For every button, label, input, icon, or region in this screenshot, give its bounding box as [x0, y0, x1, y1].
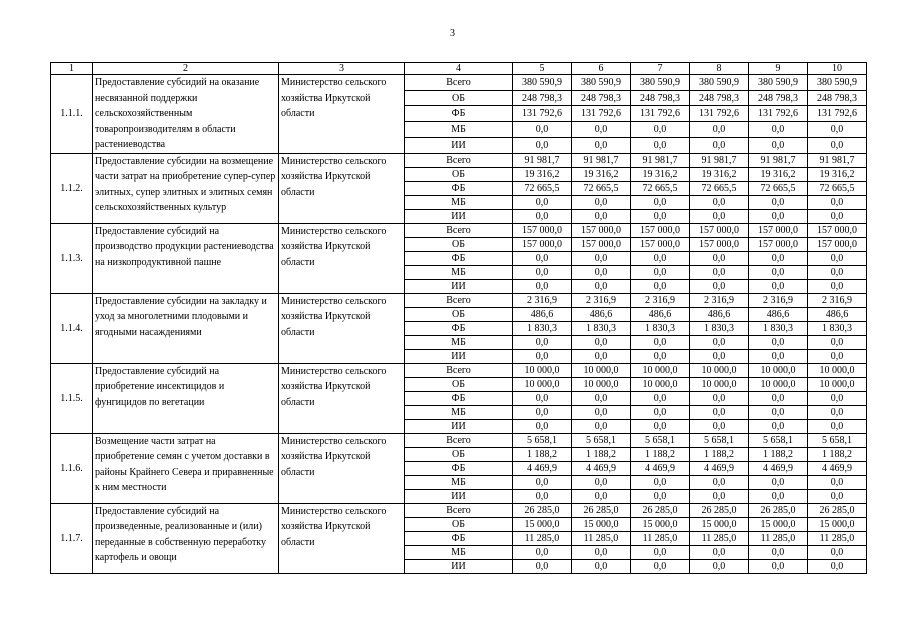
value-cell: 0,0 — [808, 475, 867, 489]
value-cell: 0,0 — [808, 489, 867, 503]
value-cell: 0,0 — [690, 349, 749, 363]
value-cell: 0,0 — [572, 335, 631, 349]
value-cell: 72 665,5 — [631, 181, 690, 195]
value-cell: 0,0 — [690, 545, 749, 559]
value-cell: 0,0 — [572, 419, 631, 433]
value-cell: 0,0 — [572, 489, 631, 503]
value-cell: 0,0 — [690, 489, 749, 503]
value-cell: 248 798,3 — [631, 90, 690, 106]
value-cell: 0,0 — [690, 335, 749, 349]
funding-source-cell: Всего — [405, 433, 513, 447]
value-cell: 15 000,0 — [690, 517, 749, 531]
value-cell: 157 000,0 — [631, 237, 690, 251]
value-cell: 0,0 — [631, 335, 690, 349]
value-cell: 10 000,0 — [631, 363, 690, 377]
funding-source-cell: ФБ — [405, 461, 513, 475]
value-cell: 0,0 — [631, 137, 690, 153]
value-cell: 19 316,2 — [513, 167, 572, 181]
item-name-cell: Предоставление субсидий на оказание несвязанной поддержки сельскохозяйственным товаропроизводителям в области растениеводства — [93, 75, 279, 154]
value-cell: 10 000,0 — [690, 377, 749, 391]
value-cell: 26 285,0 — [631, 503, 690, 517]
value-cell: 0,0 — [513, 209, 572, 223]
funding-source-cell: Всего — [405, 503, 513, 517]
value-cell: 0,0 — [690, 137, 749, 153]
value-cell: 1 188,2 — [513, 447, 572, 461]
value-cell: 15 000,0 — [808, 517, 867, 531]
value-cell: 0,0 — [572, 559, 631, 573]
value-cell: 2 316,9 — [572, 293, 631, 307]
item-code-cell: 1.1.2. — [51, 153, 93, 223]
value-cell: 2 316,9 — [690, 293, 749, 307]
value-cell: 0,0 — [513, 489, 572, 503]
funding-source-cell: ФБ — [405, 181, 513, 195]
value-cell: 0,0 — [808, 137, 867, 153]
table-row — [51, 503, 867, 517]
value-cell: 0,0 — [631, 251, 690, 265]
value-cell: 0,0 — [513, 251, 572, 265]
value-cell: 1 830,3 — [808, 321, 867, 335]
table-row — [51, 293, 867, 307]
value-cell: 0,0 — [749, 349, 808, 363]
value-cell: 157 000,0 — [749, 237, 808, 251]
funding-source-cell: ОБ — [405, 447, 513, 461]
funding-source-cell: ФБ — [405, 391, 513, 405]
value-cell: 0,0 — [749, 405, 808, 419]
value-cell: 1 830,3 — [690, 321, 749, 335]
table-row — [51, 363, 867, 377]
value-cell: 380 590,9 — [572, 75, 631, 91]
value-cell: 0,0 — [513, 545, 572, 559]
header-cell: 2 — [93, 63, 279, 75]
value-cell: 10 000,0 — [572, 363, 631, 377]
funding-source-cell: ИИ — [405, 419, 513, 433]
value-cell: 1 188,2 — [808, 447, 867, 461]
executor-cell: Министерство сельского хозяйства Иркутской области — [279, 503, 405, 573]
value-cell: 380 590,9 — [631, 75, 690, 91]
value-cell: 157 000,0 — [513, 223, 572, 237]
value-cell: 2 316,9 — [808, 293, 867, 307]
item-name-cell: Предоставление субсидий на производство продукции растениеводства на низкопродуктивной пашне — [93, 223, 279, 293]
funding-source-cell: ФБ — [405, 106, 513, 122]
value-cell: 0,0 — [572, 137, 631, 153]
funding-source-cell: Всего — [405, 223, 513, 237]
funding-source-cell: ОБ — [405, 377, 513, 391]
value-cell: 0,0 — [572, 251, 631, 265]
value-cell: 0,0 — [631, 545, 690, 559]
funding-source-cell: ОБ — [405, 517, 513, 531]
value-cell: 5 658,1 — [572, 433, 631, 447]
value-cell: 0,0 — [572, 405, 631, 419]
value-cell: 26 285,0 — [513, 503, 572, 517]
header-row — [51, 63, 867, 75]
value-cell: 4 469,9 — [513, 461, 572, 475]
value-cell: 0,0 — [749, 122, 808, 138]
value-cell: 157 000,0 — [572, 223, 631, 237]
value-cell: 0,0 — [808, 335, 867, 349]
value-cell: 0,0 — [513, 559, 572, 573]
value-cell: 19 316,2 — [631, 167, 690, 181]
item-name-cell: Предоставление субсидии на закладку и уход за многолетними плодовыми и ягодными насаждениями — [93, 293, 279, 363]
value-cell: 10 000,0 — [690, 363, 749, 377]
value-cell: 1 188,2 — [690, 447, 749, 461]
value-cell: 0,0 — [513, 195, 572, 209]
funding-source-cell: Всего — [405, 363, 513, 377]
value-cell: 486,6 — [513, 307, 572, 321]
value-cell: 0,0 — [690, 209, 749, 223]
value-cell: 0,0 — [631, 209, 690, 223]
value-cell: 4 469,9 — [808, 461, 867, 475]
table-body — [51, 63, 867, 574]
value-cell: 380 590,9 — [690, 75, 749, 91]
value-cell: 248 798,3 — [749, 90, 808, 106]
executor-cell: Министерство сельского хозяйства Иркутской области — [279, 153, 405, 223]
table-row — [51, 75, 867, 91]
item-name-cell: Предоставление субсидий на приобретение инсектицидов и фунгицидов по вегетации — [93, 363, 279, 433]
value-cell: 157 000,0 — [749, 223, 808, 237]
item-code-cell: 1.1.5. — [51, 363, 93, 433]
value-cell: 248 798,3 — [690, 90, 749, 106]
value-cell: 0,0 — [572, 545, 631, 559]
header-cell: 8 — [690, 63, 749, 75]
value-cell: 0,0 — [749, 137, 808, 153]
value-cell: 0,0 — [808, 279, 867, 293]
value-cell: 10 000,0 — [513, 377, 572, 391]
header-cell: 7 — [631, 63, 690, 75]
value-cell: 0,0 — [513, 475, 572, 489]
value-cell: 0,0 — [631, 475, 690, 489]
value-cell: 10 000,0 — [572, 377, 631, 391]
value-cell: 11 285,0 — [808, 531, 867, 545]
value-cell: 10 000,0 — [749, 363, 808, 377]
value-cell: 0,0 — [690, 122, 749, 138]
value-cell: 0,0 — [808, 405, 867, 419]
value-cell: 0,0 — [808, 122, 867, 138]
value-cell: 10 000,0 — [808, 377, 867, 391]
value-cell: 19 316,2 — [808, 167, 867, 181]
value-cell: 91 981,7 — [690, 153, 749, 167]
executor-cell: Министерство сельского хозяйства Иркутской области — [279, 223, 405, 293]
executor-cell: Министерство сельского хозяйства Иркутской области — [279, 433, 405, 503]
value-cell: 0,0 — [749, 335, 808, 349]
value-cell: 157 000,0 — [808, 237, 867, 251]
value-cell: 0,0 — [631, 559, 690, 573]
value-cell: 0,0 — [572, 195, 631, 209]
value-cell: 0,0 — [631, 405, 690, 419]
funding-source-cell: Всего — [405, 75, 513, 91]
executor-cell: Министерство сельского хозяйства Иркутской области — [279, 363, 405, 433]
value-cell: 0,0 — [513, 122, 572, 138]
value-cell: 0,0 — [749, 195, 808, 209]
value-cell: 0,0 — [690, 391, 749, 405]
value-cell: 0,0 — [749, 545, 808, 559]
value-cell: 0,0 — [749, 209, 808, 223]
value-cell: 91 981,7 — [749, 153, 808, 167]
funding-source-cell: ИИ — [405, 349, 513, 363]
value-cell: 2 316,9 — [513, 293, 572, 307]
value-cell: 0,0 — [808, 209, 867, 223]
table-row — [51, 153, 867, 167]
value-cell: 4 469,9 — [572, 461, 631, 475]
value-cell: 5 658,1 — [631, 433, 690, 447]
value-cell: 0,0 — [690, 195, 749, 209]
value-cell: 248 798,3 — [808, 90, 867, 106]
value-cell: 15 000,0 — [749, 517, 808, 531]
funding-source-cell: ОБ — [405, 237, 513, 251]
value-cell: 10 000,0 — [808, 363, 867, 377]
value-cell: 0,0 — [808, 545, 867, 559]
value-cell: 2 316,9 — [631, 293, 690, 307]
value-cell: 4 469,9 — [631, 461, 690, 475]
budget-table — [50, 62, 867, 574]
value-cell: 26 285,0 — [749, 503, 808, 517]
value-cell: 0,0 — [749, 391, 808, 405]
value-cell: 0,0 — [690, 475, 749, 489]
value-cell: 0,0 — [690, 279, 749, 293]
value-cell: 10 000,0 — [749, 377, 808, 391]
value-cell: 5 658,1 — [690, 433, 749, 447]
value-cell: 5 658,1 — [808, 433, 867, 447]
value-cell: 72 665,5 — [690, 181, 749, 195]
value-cell: 2 316,9 — [749, 293, 808, 307]
value-cell: 486,6 — [749, 307, 808, 321]
value-cell: 0,0 — [631, 489, 690, 503]
funding-source-cell: ИИ — [405, 279, 513, 293]
funding-source-cell: ИИ — [405, 489, 513, 503]
value-cell: 1 830,3 — [572, 321, 631, 335]
value-cell: 11 285,0 — [513, 531, 572, 545]
value-cell: 15 000,0 — [631, 517, 690, 531]
value-cell: 0,0 — [513, 391, 572, 405]
value-cell: 131 792,6 — [572, 106, 631, 122]
header-cell: 4 — [405, 63, 513, 75]
value-cell: 19 316,2 — [749, 167, 808, 181]
value-cell: 0,0 — [690, 251, 749, 265]
item-name-cell: Предоставление субсидии на возмещение части затрат на приобретение супер-супер элитных, супер элитных и элитных семян сельскохозяйственных культур — [93, 153, 279, 223]
value-cell: 72 665,5 — [572, 181, 631, 195]
value-cell: 0,0 — [631, 391, 690, 405]
value-cell: 15 000,0 — [572, 517, 631, 531]
value-cell: 0,0 — [808, 349, 867, 363]
value-cell: 15 000,0 — [513, 517, 572, 531]
value-cell: 248 798,3 — [572, 90, 631, 106]
value-cell: 0,0 — [690, 265, 749, 279]
header-cell: 1 — [51, 63, 93, 75]
value-cell: 4 469,9 — [749, 461, 808, 475]
value-cell: 5 658,1 — [749, 433, 808, 447]
value-cell: 11 285,0 — [690, 531, 749, 545]
funding-source-cell: Всего — [405, 293, 513, 307]
funding-source-cell: ФБ — [405, 531, 513, 545]
value-cell: 19 316,2 — [572, 167, 631, 181]
item-code-cell: 1.1.4. — [51, 293, 93, 363]
value-cell: 72 665,5 — [513, 181, 572, 195]
value-cell: 0,0 — [513, 405, 572, 419]
value-cell: 0,0 — [690, 419, 749, 433]
value-cell: 0,0 — [749, 265, 808, 279]
value-cell: 11 285,0 — [572, 531, 631, 545]
value-cell: 0,0 — [513, 349, 572, 363]
funding-source-cell: МБ — [405, 475, 513, 489]
header-cell: 9 — [749, 63, 808, 75]
value-cell: 0,0 — [513, 335, 572, 349]
value-cell: 0,0 — [749, 475, 808, 489]
value-cell: 0,0 — [808, 419, 867, 433]
funding-source-cell: ФБ — [405, 251, 513, 265]
value-cell: 131 792,6 — [631, 106, 690, 122]
funding-source-cell: МБ — [405, 265, 513, 279]
value-cell: 26 285,0 — [572, 503, 631, 517]
page-number: 3 — [450, 28, 455, 39]
value-cell: 0,0 — [631, 122, 690, 138]
value-cell: 1 188,2 — [749, 447, 808, 461]
funding-source-cell: ОБ — [405, 167, 513, 181]
item-code-cell: 1.1.3. — [51, 223, 93, 293]
value-cell: 0,0 — [690, 405, 749, 419]
value-cell: 0,0 — [808, 195, 867, 209]
value-cell: 1 830,3 — [749, 321, 808, 335]
funding-source-cell: Всего — [405, 153, 513, 167]
value-cell: 0,0 — [572, 209, 631, 223]
value-cell: 0,0 — [749, 559, 808, 573]
value-cell: 0,0 — [749, 489, 808, 503]
value-cell: 5 658,1 — [513, 433, 572, 447]
funding-source-cell: ИИ — [405, 137, 513, 153]
value-cell: 91 981,7 — [572, 153, 631, 167]
value-cell: 157 000,0 — [808, 223, 867, 237]
value-cell: 0,0 — [631, 279, 690, 293]
value-cell: 1 830,3 — [631, 321, 690, 335]
value-cell: 1 188,2 — [572, 447, 631, 461]
funding-source-cell: ОБ — [405, 307, 513, 321]
value-cell: 0,0 — [808, 559, 867, 573]
funding-source-cell: МБ — [405, 335, 513, 349]
value-cell: 0,0 — [690, 559, 749, 573]
funding-source-cell: МБ — [405, 195, 513, 209]
item-code-cell: 1.1.6. — [51, 433, 93, 503]
value-cell: 0,0 — [631, 419, 690, 433]
value-cell: 131 792,6 — [690, 106, 749, 122]
value-cell: 0,0 — [572, 349, 631, 363]
executor-cell: Министерство сельского хозяйства Иркутской области — [279, 75, 405, 154]
value-cell: 91 981,7 — [631, 153, 690, 167]
value-cell: 11 285,0 — [749, 531, 808, 545]
item-name-cell: Предоставление субсидий на произведенные, реализованные и (или) переданные в собственную переработку картофель и овощи — [93, 503, 279, 573]
value-cell: 4 469,9 — [690, 461, 749, 475]
header-cell: 10 — [808, 63, 867, 75]
funding-source-cell: ОБ — [405, 90, 513, 106]
value-cell: 26 285,0 — [690, 503, 749, 517]
funding-source-cell: МБ — [405, 405, 513, 419]
funding-source-cell: МБ — [405, 122, 513, 138]
value-cell: 380 590,9 — [749, 75, 808, 91]
value-cell: 157 000,0 — [513, 237, 572, 251]
value-cell: 1 188,2 — [631, 447, 690, 461]
value-cell: 0,0 — [513, 279, 572, 293]
funding-source-cell: МБ — [405, 545, 513, 559]
value-cell: 0,0 — [808, 265, 867, 279]
item-name-cell: Возмещение части затрат на приобретение семян с учетом доставки в районы Крайнего Севера и приравненные к ним местности — [93, 433, 279, 503]
value-cell: 0,0 — [572, 475, 631, 489]
value-cell: 0,0 — [513, 265, 572, 279]
value-cell: 380 590,9 — [808, 75, 867, 91]
value-cell: 10 000,0 — [631, 377, 690, 391]
value-cell: 11 285,0 — [631, 531, 690, 545]
value-cell: 157 000,0 — [690, 237, 749, 251]
funding-source-cell: ФБ — [405, 321, 513, 335]
value-cell: 26 285,0 — [808, 503, 867, 517]
value-cell: 486,6 — [631, 307, 690, 321]
value-cell: 486,6 — [572, 307, 631, 321]
value-cell: 486,6 — [808, 307, 867, 321]
value-cell: 91 981,7 — [808, 153, 867, 167]
value-cell: 0,0 — [749, 251, 808, 265]
value-cell: 0,0 — [631, 265, 690, 279]
value-cell: 157 000,0 — [690, 223, 749, 237]
funding-source-cell: ИИ — [405, 559, 513, 573]
value-cell: 10 000,0 — [513, 363, 572, 377]
value-cell: 131 792,6 — [513, 106, 572, 122]
executor-cell: Министерство сельского хозяйства Иркутской области — [279, 293, 405, 363]
value-cell: 91 981,7 — [513, 153, 572, 167]
item-code-cell: 1.1.7. — [51, 503, 93, 573]
item-code-cell: 1.1.1. — [51, 75, 93, 154]
value-cell: 72 665,5 — [749, 181, 808, 195]
value-cell: 157 000,0 — [631, 223, 690, 237]
value-cell: 0,0 — [631, 349, 690, 363]
value-cell: 0,0 — [749, 419, 808, 433]
value-cell: 0,0 — [808, 391, 867, 405]
value-cell: 157 000,0 — [572, 237, 631, 251]
header-cell: 6 — [572, 63, 631, 75]
table-row — [51, 433, 867, 447]
value-cell: 380 590,9 — [513, 75, 572, 91]
value-cell: 248 798,3 — [513, 90, 572, 106]
value-cell: 131 792,6 — [808, 106, 867, 122]
header-cell: 3 — [279, 63, 405, 75]
value-cell: 0,0 — [808, 251, 867, 265]
value-cell: 0,0 — [513, 137, 572, 153]
value-cell: 0,0 — [513, 419, 572, 433]
value-cell: 131 792,6 — [749, 106, 808, 122]
value-cell: 0,0 — [749, 279, 808, 293]
value-cell: 1 830,3 — [513, 321, 572, 335]
funding-source-cell: ИИ — [405, 209, 513, 223]
value-cell: 486,6 — [690, 307, 749, 321]
header-cell: 5 — [513, 63, 572, 75]
value-cell: 0,0 — [572, 391, 631, 405]
value-cell: 0,0 — [572, 265, 631, 279]
value-cell: 0,0 — [572, 279, 631, 293]
value-cell: 72 665,5 — [808, 181, 867, 195]
table-row — [51, 223, 867, 237]
value-cell: 0,0 — [631, 195, 690, 209]
value-cell: 0,0 — [572, 122, 631, 138]
value-cell: 19 316,2 — [690, 167, 749, 181]
